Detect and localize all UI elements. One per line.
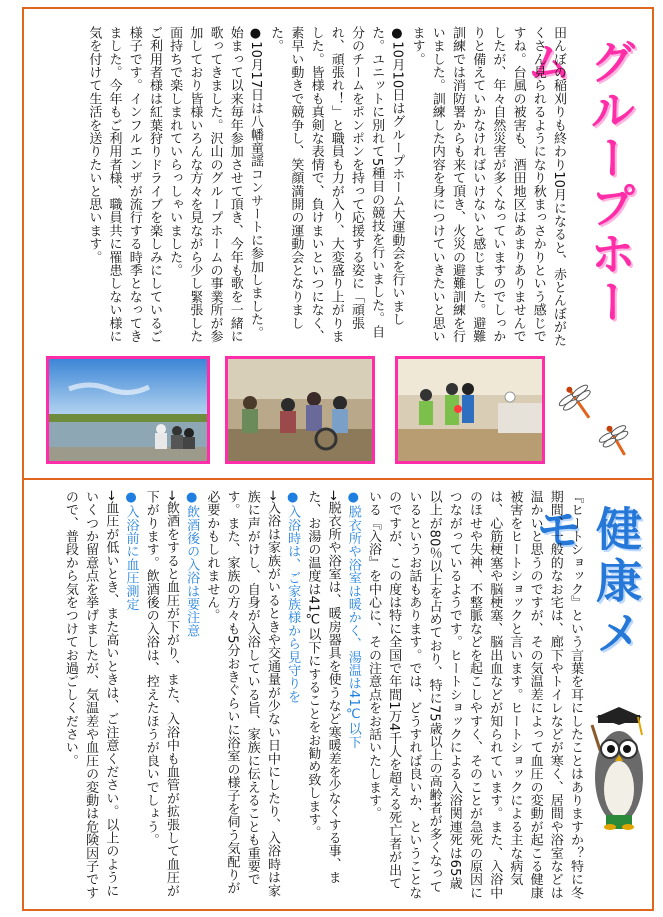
group-home-paragraph-1: 田んぼの稲刈りも終わり10月になると、赤とんぼがたくさん見られるようになり秋まっさかりという感じですね。台風の被害も、酒田地区はあまりありませんでしたが、年々自然災害が多くなっていますのでしっかりと備えていかなければいけないと感じました。避難訓練では消防署からも来て頂き、火災の避難訓練を行いました。訓練した内容を身につけていきたいと思います。 (409, 26, 566, 347)
section-divider (22, 478, 654, 480)
health-memo-title: 健康メモ (529, 505, 643, 661)
owl-teacher-icon (586, 705, 652, 859)
health-memo-point-heading: ●入浴前に血圧測定 (123, 490, 139, 611)
health-memo-point-heading: ●入浴時は、ご家族様から見守りを (285, 490, 301, 704)
photo-group-activity (225, 356, 375, 464)
health-memo-paragraph-1: 『ヒートショック』という言葉を耳にしたことはありますか？特に冬期間、一般的なお宅は、廊下やトイレなどが寒く、居間や浴室などは温かいと思うのですが、その気温差によって血圧の変動が起こる健康被害をヒートショックと言います。ヒートショックによる主な病気は、心筋梗塞や脳梗塞、脳出血などが知られています。また、入浴中のほせや失神、不整脈などを起こしやすく、そのことが急死の原因につながっているようです。ヒートショックによる入浴関連死は65歳以上が80％以上を占めており、特に75歳以上の高齢者が多くなっているというお話もあります。では、どうすれば良いか、ということなのですが、この度は特に全国で年間1万4千人を超える死亡者が出ている『入浴』を中心に、その注意点をお話いたします。 (365, 490, 583, 900)
group-home-title: グループホーム (519, 38, 637, 326)
health-memo-point-heading: ●飲酒後の入浴は要注意 (184, 490, 200, 638)
group-home-paragraph-2: ●10月10日はグループホーム大運動会を行いました。ユニットに別れて5種目の競技を行いました。自分のチームをポンポンを持って応援する姿に「頑張れ、頑張れ！」と職員も力が入り、大変盛り上がりました。皆様も真剣な表情で、負けまいといつになく、素早い動きで競争し、笑顔満開の運動会となりました。 (268, 26, 405, 343)
health-memo-point-heading: ●脱衣所や浴室は暖かく、湯温は41℃以下 (345, 490, 361, 749)
dragonfly-icon (556, 380, 600, 428)
photo-sports-day (395, 356, 545, 464)
health-memo-point-detail: →飲酒をすると血圧が下がり、また、入浴中も血管が拡張して血圧が下がります。飲酒後の入浴は、控えたほうが良いでしょう。 (143, 490, 179, 898)
health-memo-point-detail: →脱衣所や浴室は、暖房器具を使うなど寒暖差を少なくする事、また、お湯の温度は41℃以下にすることをお勧め致します。 (305, 490, 341, 884)
group-home-paragraph-4: ご利用者様は紅葉狩りドライブを楽しみにしているご様子です。インフルエンザが流行する時季となってきました。今年もご利用者様、職員共に罹患しない様に気を付けて生活を送りたいと思います。 (86, 26, 162, 343)
group-home-body (40, 26, 568, 348)
health-memo-point-detail: →血圧が低いとき、また高いときは、ご注意ください。以上のようにいくつか留意点を挙げましたが、気温差や血圧の変動は危険因子ですので、普段から気をつけてお過ごしください。 (62, 490, 119, 900)
health-memo-point-detail: →入浴は家族がいるときや交通量が少ない日中にしたり、入浴時は家族に声がけし、自身が入浴している旨、家族に伝えることも重要です。また、家族の方々も5分おきぐらいに浴室の様子を伺う気配りが必要かもしれません。 (204, 490, 280, 898)
photo-lakeside-outing (46, 356, 210, 464)
dragonfly-icon (596, 420, 636, 464)
health-memo-body (40, 490, 585, 902)
group-home-paragraph-3: ●10月17日は八幡童謡コンサートに参加しました。始まって以来毎年参加させて頂き、今年も歌を一緒に歌ってきました。沢山のグループホームの事業所が参加しており皆様いろんな方々を見ながら少し緊張した面持ちで楽しまれていらっしゃいました。 (167, 26, 263, 343)
